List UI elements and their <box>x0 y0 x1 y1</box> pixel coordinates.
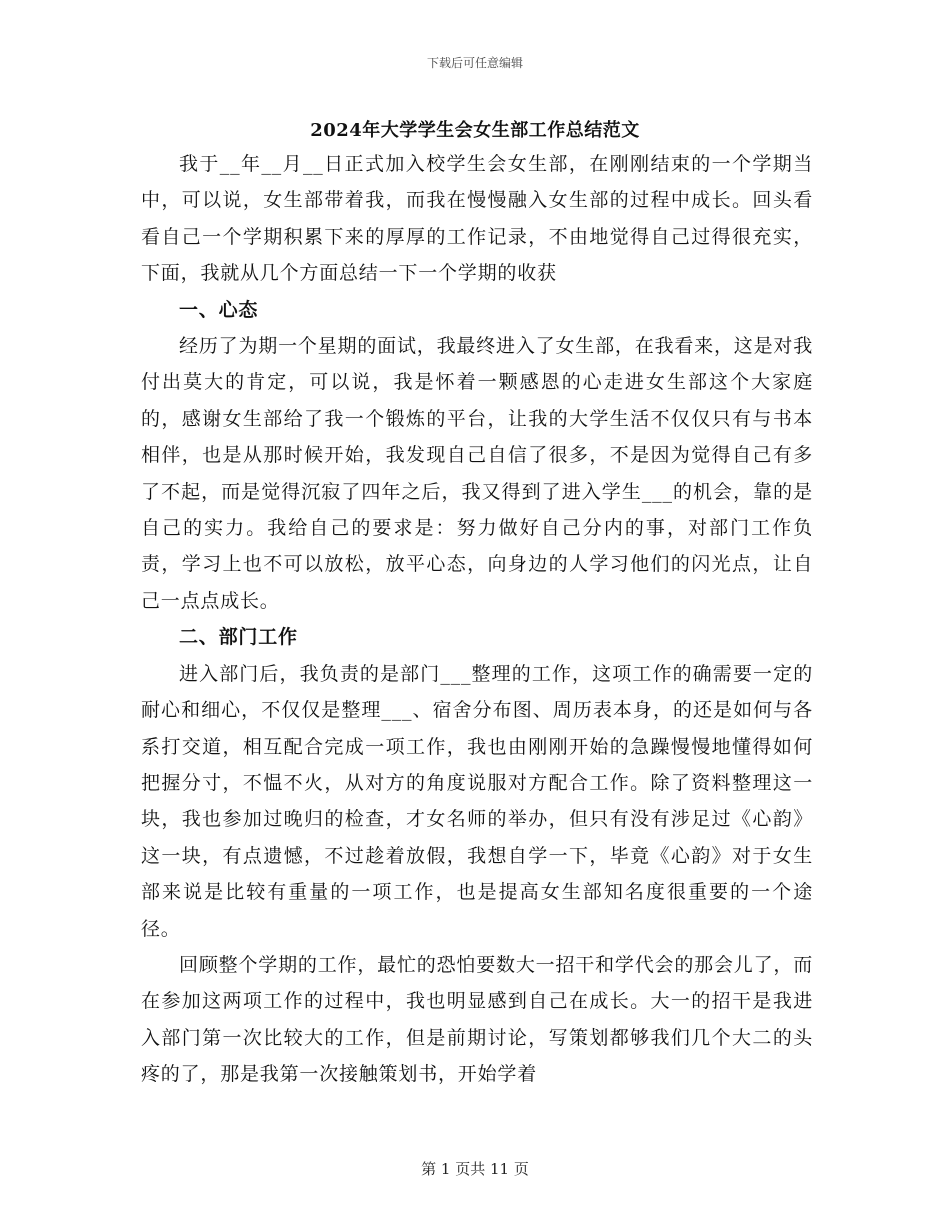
section-heading-attitude: 一、心态 <box>179 298 259 321</box>
page-footer: 第 1 页共 11 页 <box>421 1160 529 1178</box>
department-work-paragraph-2: 回顾整个学期的工作，最忙的恐怕要数大一招干和学代会的那会儿了，而在参加这两项工作的过程中，我也明显感到自己在成长。大一的招干是我进入部门第一次比较大的工作，但是前期讨论，写策划都够我们几个大二的头疼的了，那是我第一次接触策划书，开始学着 <box>141 953 813 1086</box>
document-body <box>141 146 813 1093</box>
intro-paragraph: 我于__年__月__日正式加入校学生会女生部，在刚刚结束的一个学期当中，可以说，女生部带着我，而我在慢慢融入女生部的过程中成长。回头看看自己一个学期积累下来的厚厚的工作记录，不由地觉得自己过得很充实，下面，我就从几个方面总结一下一个学期的收获 <box>141 153 813 285</box>
section-heading-department-work: 二、部门工作 <box>179 626 298 649</box>
page-header: 下载后可任意编辑 <box>426 56 523 70</box>
attitude-paragraph: 经历了为期一个星期的面试，我最终进入了女生部，在我看来，这是对我付出莫大的肯定，可以说，我是怀着一颗感恩的心走进女生部这个大家庭的，感谢女生部给了我一个锻炼的平台，让我的大学生活不仅仅只有与书本相伴，也是从那时候开始，我发现自己自信了很多，不是因为觉得自己有多了不起，而是觉得沉寂了四年之后，我又得到了进入学生___的机会，靠的是自己的实力。我给自己的要求是：努力做好自己分内的事，对部门工作负责，学习上也不可以放松，放平心态，向身边的人学习他们的闪光点，让自己一点点成长。 <box>141 335 813 612</box>
document-title: 2024年大学学生会女生部工作总结范文 <box>310 120 640 141</box>
department-work-paragraph-1: 进入部门后，我负责的是部门___整理的工作，这项工作的确需要一定的耐心和细心，不仅仅是整理___、宿舍分布图、周历表本身，的还是如何与各系打交道，相互配合完成一项工作，我也由刚刚开始的急躁慢慢地懂得如何把握分寸，不愠不火，从对方的角度说服对方配合工作。除了资料整理这一块，我也参加过晚归的检查，才女名师的举办，但只有没有涉足过《心韵》这一块，有点遗憾，不过趁着放假，我想自学一下，毕竟《心韵》对于女生部来说是比较有重量的一项工作，也是提高女生部知名度很重要的一个途径。 <box>141 662 813 940</box>
